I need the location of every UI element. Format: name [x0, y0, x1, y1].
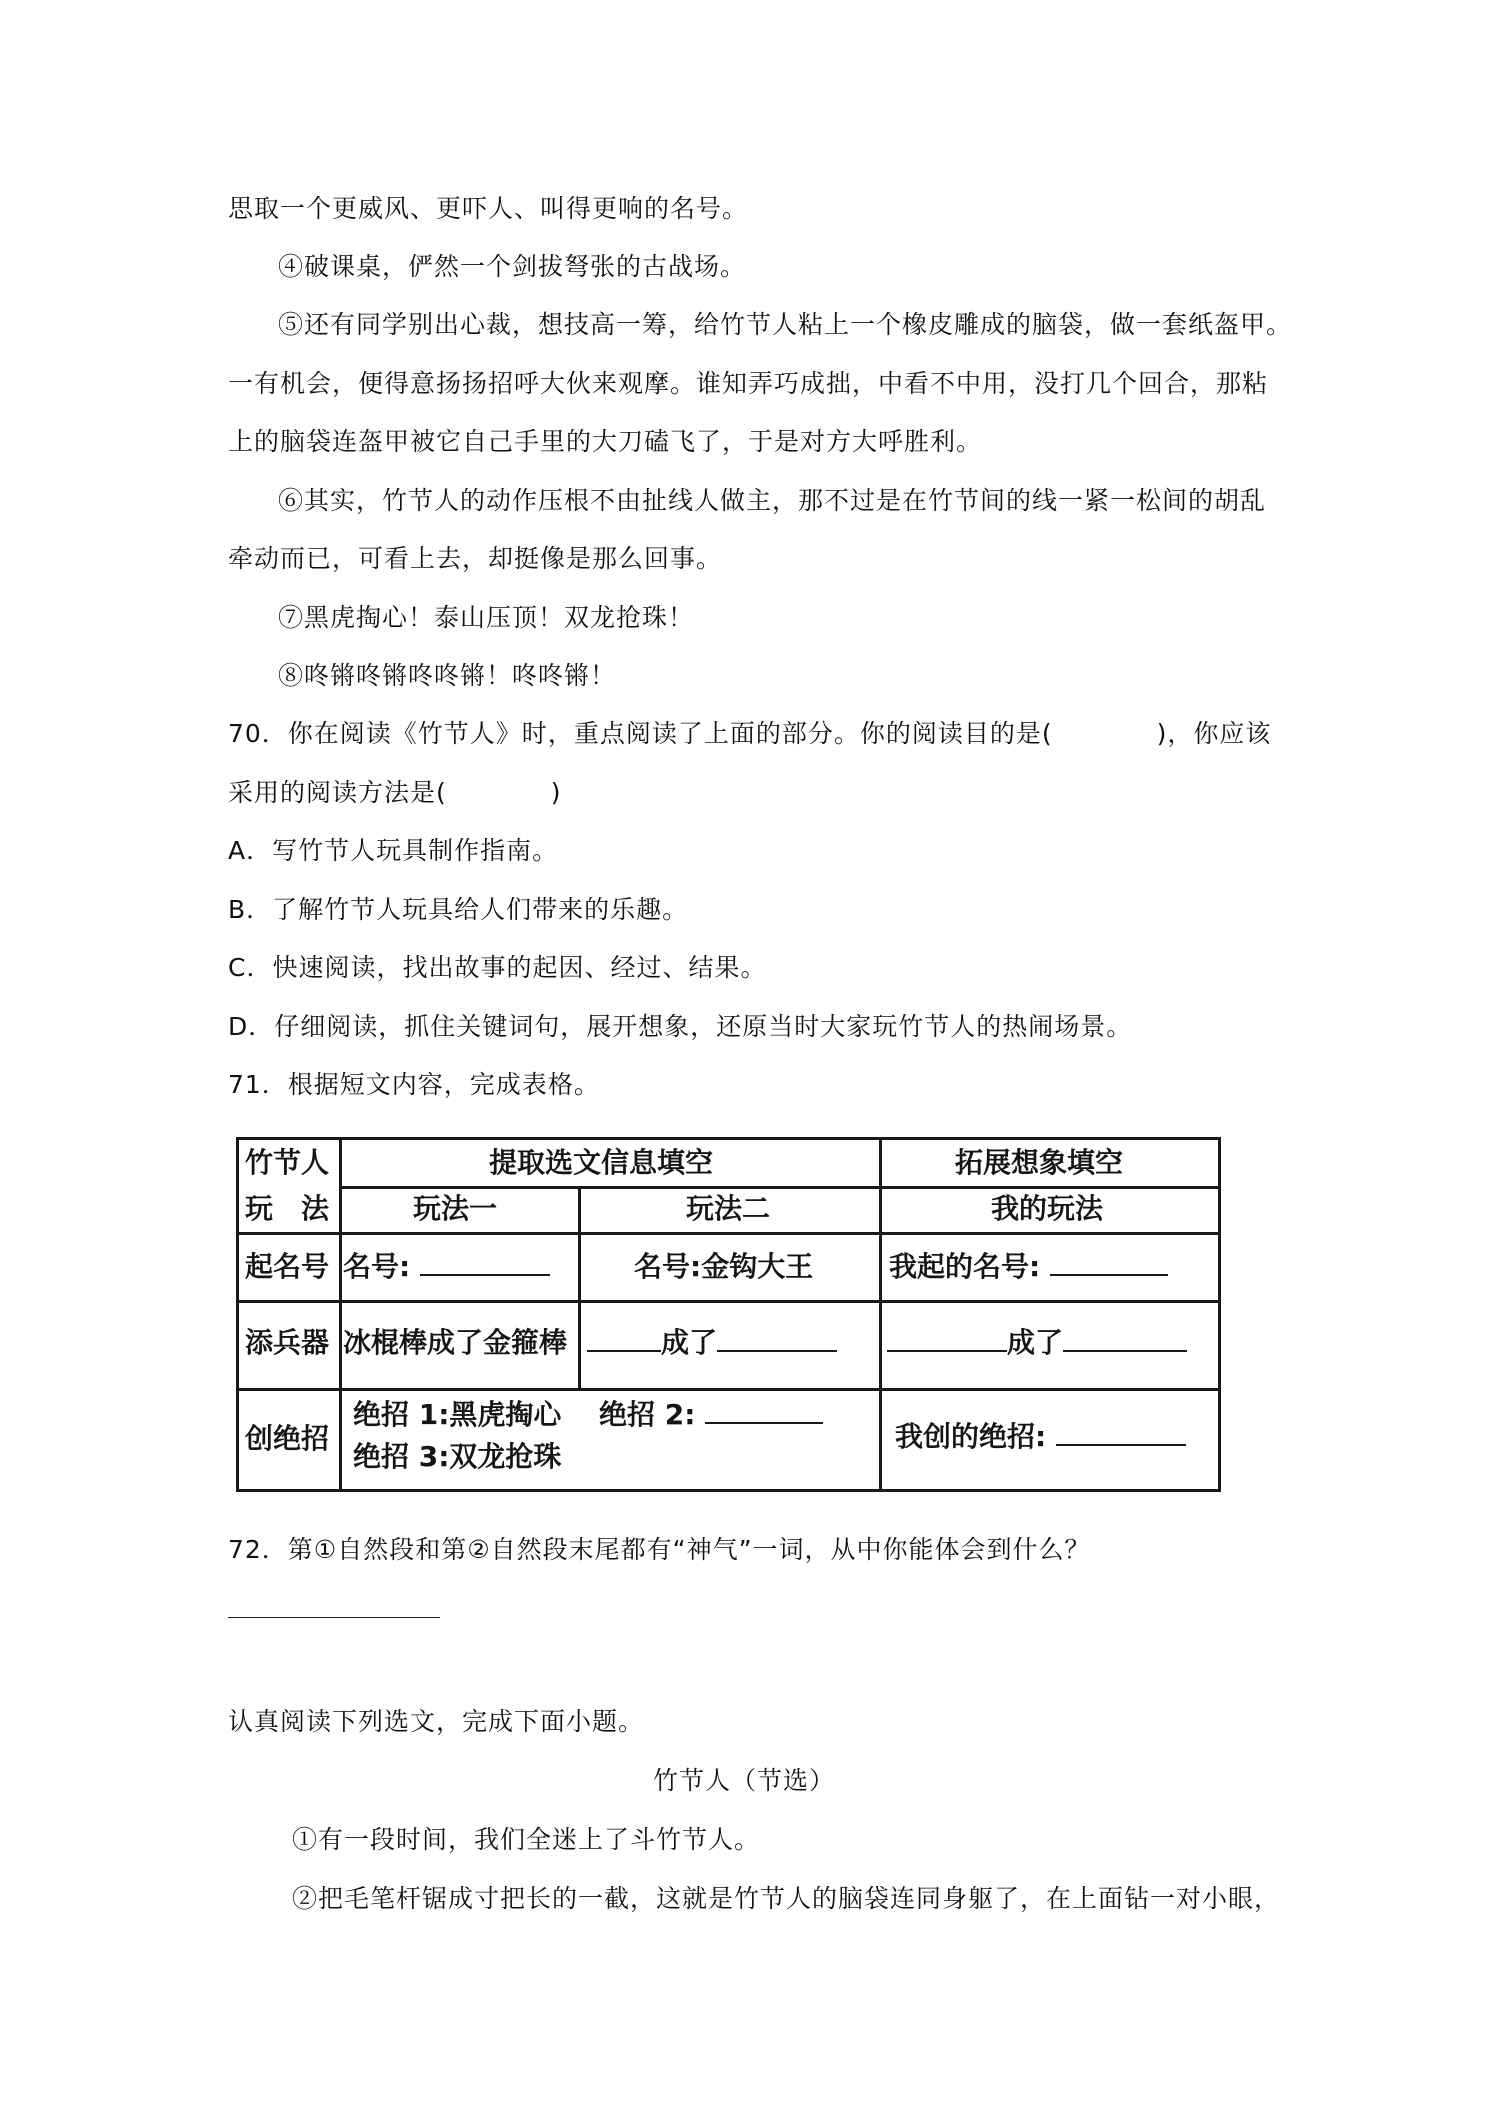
- row-header-weapon: 添兵器: [245, 1326, 330, 1359]
- passage-line: 牵动而已，可看上去，却挺像是那么回事。: [228, 544, 723, 573]
- row-header-skill: 创绝招: [245, 1422, 330, 1455]
- cell-name-3-label: 我起的名号:: [889, 1250, 1041, 1283]
- fill-blank[interactable]: [420, 1250, 550, 1276]
- cell-weapon-3-label: 成了: [1007, 1326, 1064, 1359]
- option-b: B．了解竹节人玩具给人们带来的乐趣。: [228, 895, 689, 924]
- group-header-imagine: 拓展想象填空: [955, 1146, 1124, 1179]
- corner-label-top: 竹节人: [245, 1146, 330, 1179]
- question-71: 71．根据短文内容，完成表格。: [228, 1070, 600, 1099]
- cell-weapon-2: [587, 1326, 837, 1360]
- passage-line: 思取一个更威风、更吓人、叫得更响的名号。: [228, 194, 749, 223]
- question-72: 72．第①自然段和第②自然段末尾都有“神气”一词，从中你能体会到什么？: [228, 1535, 1091, 1564]
- cell-skill-mine: [895, 1420, 1186, 1454]
- cell-skill-mine-label: 我创的绝招:: [895, 1420, 1047, 1453]
- passage-paragraph-4: ④破课桌，俨然一个剑拔弩张的古战场。: [278, 252, 747, 281]
- passage-line: 上的脑袋连盔甲被它自己手里的大刀磕飞了，于是对方大呼胜利。: [228, 427, 983, 456]
- section-paragraph-1: ①有一段时间，我们全迷上了斗竹节人。: [292, 1825, 761, 1854]
- section-title: 竹节人（节选）: [652, 1766, 835, 1795]
- answer-table: [236, 1137, 1221, 1492]
- option-d: D．仔细阅读，抓住关键词句，展开想象，还原当时大家玩竹节人的热闹场景。: [228, 1012, 1133, 1041]
- fill-blank[interactable]: [587, 1326, 661, 1352]
- option-a: A．写竹节人玩具制作指南。: [228, 836, 559, 865]
- row-header-name: 起名号: [245, 1250, 330, 1283]
- passage-paragraph-5: ⑤还有同学别出心裁，想技高一筹，给竹节人粘上一个橡皮雕成的脑袋，做一套纸盔甲。: [278, 310, 1293, 339]
- passage-line: 一有机会，便得意扬扬招呼大伙来观摩。谁知弄巧成拙，中看不中用，没打几个回合，那粘: [228, 369, 1269, 398]
- passage-paragraph-8: ⑧咚锵咚锵咚咚锵！咚咚锵！: [278, 661, 617, 690]
- cell-skill-3: 绝招 3:双龙抢珠: [353, 1440, 562, 1473]
- section-intro: 认真阅读下列选文，完成下面小题。: [228, 1707, 645, 1736]
- cell-skill-2: [599, 1398, 823, 1432]
- cell-name-3: [889, 1250, 1168, 1284]
- question-70: 70．你在阅读《竹节人》时，重点阅读了上面的部分。你的阅读目的是( )，你应该: [228, 719, 1272, 748]
- fill-blank[interactable]: [705, 1398, 823, 1424]
- cell-skill-1a: 绝招 1:黑虎掏心: [353, 1398, 562, 1431]
- col-header-1: 玩法一: [413, 1192, 498, 1225]
- col-header-2: 玩法二: [686, 1192, 771, 1225]
- fill-blank[interactable]: [1050, 1250, 1168, 1276]
- section-paragraph-2: ②把毛笔杆锯成寸把长的一截，这就是竹节人的脑袋连同身躯了，在上面钻一对小眼，: [292, 1884, 1281, 1913]
- cell-name-1-label: 名号:: [343, 1250, 411, 1283]
- fill-blank[interactable]: [1063, 1326, 1187, 1352]
- col-header-3: 我的玩法: [991, 1192, 1104, 1225]
- group-header-extract: 提取选文信息填空: [489, 1146, 714, 1179]
- fill-blank[interactable]: [1056, 1420, 1186, 1446]
- corner-label-bottom: 玩 法: [245, 1192, 330, 1225]
- cell-weapon-3: [887, 1326, 1187, 1360]
- cell-weapon-1: 冰棍棒成了金箍棒: [343, 1326, 568, 1359]
- answer-blank-line[interactable]: [228, 1617, 440, 1618]
- passage-paragraph-6: ⑥其实，竹节人的动作压根不由扯线人做主，那不过是在竹节间的线一紧一松间的胡乱: [278, 486, 1267, 515]
- option-c: C．快速阅读，找出故事的起因、经过、结果。: [228, 953, 767, 982]
- cell-skill-2-label: 绝招 2:: [599, 1398, 696, 1431]
- cell-name-2: 名号:金钩大王: [634, 1250, 814, 1283]
- fill-blank[interactable]: [887, 1326, 1007, 1352]
- fill-blank[interactable]: [717, 1326, 837, 1352]
- passage-paragraph-7: ⑦黑虎掏心！泰山压顶！双龙抢珠！: [278, 603, 695, 632]
- question-70-cont: 采用的阅读方法是( ): [228, 778, 562, 807]
- cell-weapon-2-label: 成了: [661, 1326, 718, 1359]
- cell-name-1: [343, 1250, 550, 1284]
